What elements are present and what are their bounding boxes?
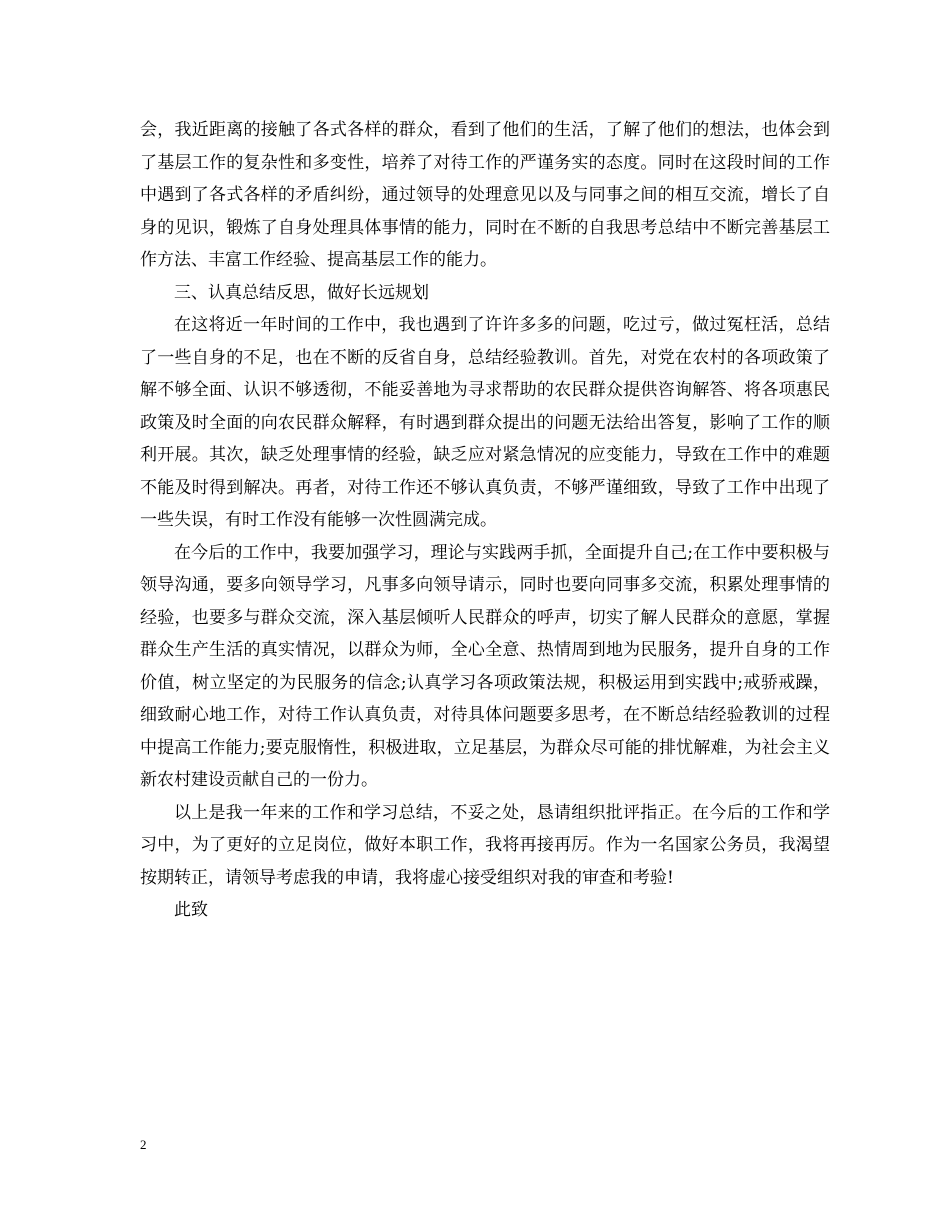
paragraph-reflection: 在这将近一年时间的工作中，我也遇到了许许多多的问题，吃过亏，做过冤枉活，总结了一些自身的不足，也在不断的反省自身，总结经验教训。首先，对党在农村的各项政策了解不够全面、认识不够透彻，不能妥善地为寻求帮助的农民群众提供咨询解答、将各项惠民政策及时全面的向农民群众解释，有时遇到群众提出的问题无法给出答复，影响了工作的顺利开展。其次，缺乏处理事情的经验，缺乏应对紧急情况的应变能力，导致在工作中的难题不能及时得到解决。再者，对待工作还不够认真负责，不够严谨细致，导致了工作中出现了一些失误，有时工作没有能够一次性圆满完成。 [140, 315, 830, 530]
paragraph-future-plan: 在今后的工作中，我要加强学习，理论与实践两手抓，全面提升自己;在工作中要积极与领导沟通，要多向领导学习，凡事多向领导请示，同时也要向同事多交流，积累处理事情的经验，也要多与群众交流，深入基层倾听人民群众的呼声，切实了解人民群众的意愿，掌握群众生产生活的真实情况，以群众为师，全心全意、热情周到地为民服务，提升自身的工作价值，树立坚定的为民服务的信念;认真学习各项政策法规，积极运用到实践中;戒骄戒躁，细致耐心地工作，对待工作认真负责，对待具体问题要多思考，在不断总结经验教训的过程中提高工作能力;要克服惰性，积极进取，立足基层，为群众尽可能的排忧解难，为社会主义新农村建设贡献自己的一份力。 [140, 542, 830, 790]
paragraph-continuation: 会，我近距离的接触了各式各样的群众，看到了他们的生活，了解了他们的想法，也体会到了基层工作的复杂性和多变性，培养了对待工作的严谨务实的态度。同时在这段时间的工作中遇到了各式各样的矛盾纠纷，通过领导的处理意见以及与同事之间的相互交流，增长了自身的见识，锻炼了自身处理具体事情的能力，同时在不断的自我思考总结中不断完善基层工作方法、丰富工作经验、提高基层工作的能力。 [140, 120, 830, 270]
closing-salutation: 此致 [174, 900, 208, 920]
section-heading: 三、认真总结反思，做好长远规划 [174, 282, 429, 303]
paragraph-conclusion: 以上是我一年来的工作和学习总结，不妥之处，恳请组织批评指正。在今后的工作和学习中，为了更好的立足岗位，做好本职工作，我将再接再厉。作为一名国家公务员，我渴望按期转正，请领导考虑我的申请，我将虚心接受组织对我的审查和考验! [140, 802, 830, 888]
page-number: 2 [140, 1137, 147, 1152]
document-body [140, 114, 830, 927]
